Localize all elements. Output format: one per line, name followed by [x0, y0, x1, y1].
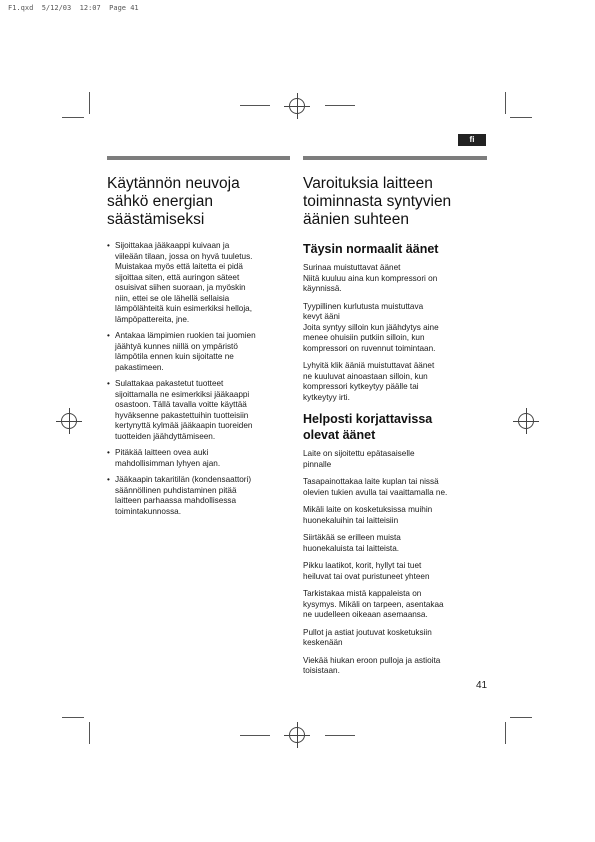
paragraph: Siirtäkää se erilleen muista huonekaluista tai laitteista. — [303, 533, 401, 553]
crop-mark — [89, 92, 90, 114]
page-number: 41 — [476, 680, 488, 691]
paragraph: Pikku laatikot, korit, hyllyt tai tuet heiluvat tai ovat puristuneet yhteen — [303, 561, 430, 581]
paragraph: Mikäli laite on kosketuksissa muihin huonekaluihin tai laitteisiin — [303, 505, 433, 525]
crop-mark — [505, 92, 506, 114]
section-heading-fixable-sounds: Helposti korjattavissa olevat äänet — [303, 412, 433, 442]
paragraph: Surinaa muistuttavat äänet Niitä kuuluu aina kun kompressori on käynnissä. — [303, 263, 438, 293]
registration-mark-icon — [518, 413, 534, 429]
left-title: Käytännön neuvoja sähkö energian säästämiseksi — [107, 175, 240, 228]
paragraph: Pullot ja astiat joutuvat kosketuksiin keskenään — [303, 627, 432, 647]
section-rule — [107, 156, 290, 160]
paragraph: Lyhyitä klik ääniä muistuttavat äänet ne kuuluvat ainoastaan silloin, kun kompressori kytkeytyy päälle tai kytkeytyy irti. — [303, 361, 435, 402]
crop-mark — [240, 735, 270, 736]
section-heading-normal-sounds: Täysin normaalit äänet — [303, 242, 439, 256]
crop-mark — [325, 735, 355, 736]
paragraph: Tyypillinen kurlutusta muistuttava kevyt ääni Joita syntyy silloin kun jäähdytys aine menee ohuisiin putkiin silloin, kun kompressori on ruvennut toimintaan. — [303, 301, 439, 353]
crop-mark — [505, 722, 506, 744]
crop-mark — [510, 117, 532, 118]
paragraph: Tasapainottakaa laite kuplan tai nissä olevien tukien avulla tai vaaittamalla ne. — [303, 477, 448, 497]
energy-tips-list — [107, 241, 290, 517]
crop-mark — [240, 105, 270, 106]
registration-mark-icon — [289, 98, 305, 114]
section-rule — [303, 156, 487, 160]
file-slug: F1.qxd 5/12/03 12:07 Page 41 — [8, 4, 139, 12]
paragraph: Laite on sijoitettu epätasaiselle pinnalle — [303, 449, 415, 469]
left-column — [107, 156, 290, 523]
list-item: • Jääkaapin takaritilän (kondensaattori) säännöllinen puhdistaminen pitää laitteen parhaassa mahdollisessa toimintakunnossa. — [107, 475, 290, 517]
list-item: • Pitäkää laitteen ovea auki mahdollisimman lyhyen ajan. — [107, 448, 290, 469]
registration-mark-icon — [289, 727, 305, 743]
crop-mark — [325, 105, 355, 106]
list-item: • Sulattakaa pakastetut tuotteet sijoittamalla ne esimerkiksi jääkaappi osastoon. Tällä tavalla voitte käyttää hyväksenne pakastettuihin tuotteisiin kertynyttä kylmää jääkaapin tuoreiden tuotteiden jäähdyttämiseen. — [107, 379, 290, 442]
registration-mark-icon — [61, 413, 77, 429]
language-tab: fi — [458, 134, 486, 146]
list-item: • Sijoittakaa jääkaappi kuivaan ja viileään tilaan, jossa on hyvä tuuletus. Muistakaa myös että laitetta ei pidä sijoittaa siten, että auringon säteet osuisivat siihen suoraan, ja myöskin niin, ettei se ole lähellä sellaisia lämpölähteitä kuin esimerkiksi helloja, lämpöpattereita, jne. — [107, 241, 290, 325]
paragraph: Viekää hiukan eroon pulloja ja astioita toisistaan. — [303, 655, 441, 675]
right-title: Varoituksia laitteen toiminnasta syntyvien äänien suhteen — [303, 175, 452, 228]
crop-mark — [89, 722, 90, 744]
right-column — [303, 156, 487, 684]
crop-mark — [510, 717, 532, 718]
crop-mark — [62, 117, 84, 118]
paragraph: Tarkistakaa mistä kappaleista on kysymys. Mikäli on tarpeen, asentakaa ne uudelleen oikeaan asemaansa. — [303, 589, 444, 619]
crop-mark — [62, 717, 84, 718]
list-item: • Antakaa lämpimien ruokien tai juomien jäähtyä kunnes niillä on ympäristö lämpötila ennen kuin sijoitatte ne pakastimeen. — [107, 331, 290, 373]
